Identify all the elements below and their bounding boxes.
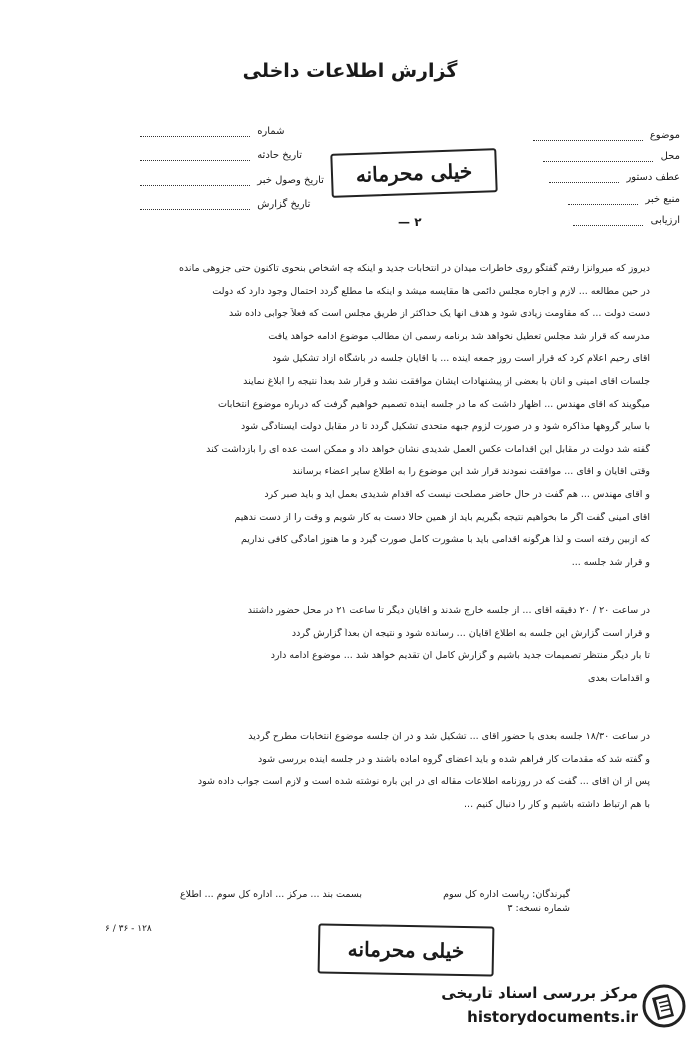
confidential-stamp: خیلی محرمانه [330, 148, 497, 198]
body-line: و قرار شد جلسه ... [571, 556, 650, 568]
field-receipt-date: تاریخ وصول خبر [140, 175, 324, 186]
distribution-line: بسمت بند ... مرکز ... اداره کل سوم ... اطلاع [180, 889, 362, 900]
body-line: با سایر گروهها مذاکره شود و در صورت لزوم جبهه متحدی تشکیل گردد تا در مقابل دولت ایستادگی شود [240, 421, 650, 433]
copy-number-line: شماره نسخه: ۳ [507, 903, 570, 914]
number-value: ۲ — [398, 215, 422, 229]
archive-watermark [420, 980, 690, 1035]
body-line: آقای رحیم اعلام کرد که قرار است روز جمعه آینده ... با آقایان جلسه در باشگاه آزاد تشکیل شود [272, 353, 650, 365]
field-subject: موضوع [533, 130, 680, 141]
body-line: که ازبین رفته است و لذا هرگونه اقدامی باید با مشورت کامل صورت گیرد و ما هنوز آمادگی کافی نداریم [240, 534, 650, 546]
body-line: آقای امینی گفت اگر ما بخواهیم نتیجه بگیریم باید از همین حالا دست به کار شویم و وقت را از دست ندهیم [234, 511, 650, 523]
recipients-line: گیرندگان: ریاست اداره کل سوم [443, 889, 570, 900]
field-informant: منبع خبر [568, 194, 680, 205]
body-line: مدرسه که قرار شد مجلس تعطیل نخواهد شد برنامه رسمی آن مطالب موضوع ادامه خواهد یافت [268, 330, 650, 342]
document-title: گزارش اطلاعات داخلی [242, 60, 458, 82]
body-line: در ساعت ۲۰ / ۲۰ دقیقه آقای ... از جلسه خارج شدند و آقایان دیگر تا ساعت ۲۱ در محل حضور داشتند [247, 605, 650, 616]
body-line: میگویند که آقای مهندس ... اظهار داشت که ما در جلسه آینده تصمیم خواهیم گرفت که درباره موضوع انتخابات [217, 398, 650, 410]
watermark-url: historydocuments.ir [467, 1008, 638, 1026]
field-event-date: تاریخ حادثه [140, 150, 302, 161]
body-line: در حین مطالعه ... لازم و اجاره مجلس دائمی ها مقایسه میشد و اینکه ما مطلع گردد احتمال وجود دارد که دولت [212, 285, 650, 297]
field-source: عطف دستور [549, 172, 680, 183]
field-report-date: تاریخ گزارش [140, 199, 310, 210]
body-line: جلسات آقای امینی و آنان با بعضی از پیشنهادات ایشان موافقت نشد و قرار شد بعداً نتیجه را ابلاغ نمایند [243, 376, 650, 387]
body-line: با هم ارتباط داشته باشیم و کار را دنبال کنیم ... [464, 798, 650, 810]
body-line: و اقدامات بعدی [587, 672, 650, 684]
field-place: محل [543, 151, 680, 162]
body-line: دیروز که میروانزا رفتم گفتگو روی خاطرات میدان در انتخابات جدید و اینکه چه اشخاص بنحوی تاکنون حتی جزوهی مانده [178, 263, 650, 274]
body-line: پس از آن آقای ... گفت که در روزنامه اطلاعات مقاله ای در این باره نوشته شده است و لازم است جواب داده شود [197, 776, 650, 787]
body-line: و قرار است گزارش این جلسه به اطلاع آقایان ... رسانده شود و نتیجه آن بعداً گزارش گردد [291, 627, 650, 639]
body-line: در ساعت ۱۸/۳۰ جلسه بعدی با حضور آقای ... تشکیل شد و در آن جلسه موضوع انتخابات مطرح گردید [248, 731, 650, 742]
body-line: و گفته شد که مقدمات کار فراهم شده و باید اعضای گروه آماده باشند و در جلسه آینده بررسی شود [257, 753, 650, 765]
document-code: ۱۲۸ - ۳۶ / ۶ [105, 924, 152, 934]
body-line: دست دولت ... که مقاومت زیادی شود و هدف آنها یک حداکثر از طریق مجلس است که فعلاً جوابی داده شد [229, 308, 650, 320]
field-note: ارزیابی [573, 215, 680, 226]
archive-logo-icon [642, 984, 686, 1028]
confidential-stamp-bottom: خیلی محرمانه [318, 923, 495, 976]
field-number: شماره [140, 126, 284, 137]
body-line: تا بار دیگر منتظر تصمیمات جدید باشیم و گزارش کامل آن تقدیم خواهد شد ... موضوع ادامه دارد [270, 650, 650, 661]
watermark-title: مرکز بررسی اسناد تاریخی [441, 984, 638, 1002]
body-line: وقتی آقایان و آقای ... موافقت نمودند قرار شد این موضوع را به اطلاع سایر اعضاء برسانند [292, 466, 650, 478]
body-line: گفته شد دولت در مقابل این اقدامات عکس العمل شدیدی نشان خواهد داد و ممکن است عده ای را بازداشت کند [206, 443, 650, 455]
body-line: و آقای مهندس ... هم گفت در حال حاضر مصلحت نیست که اقدام شدیدی بعمل آید و باید صبر کرد [264, 489, 650, 500]
